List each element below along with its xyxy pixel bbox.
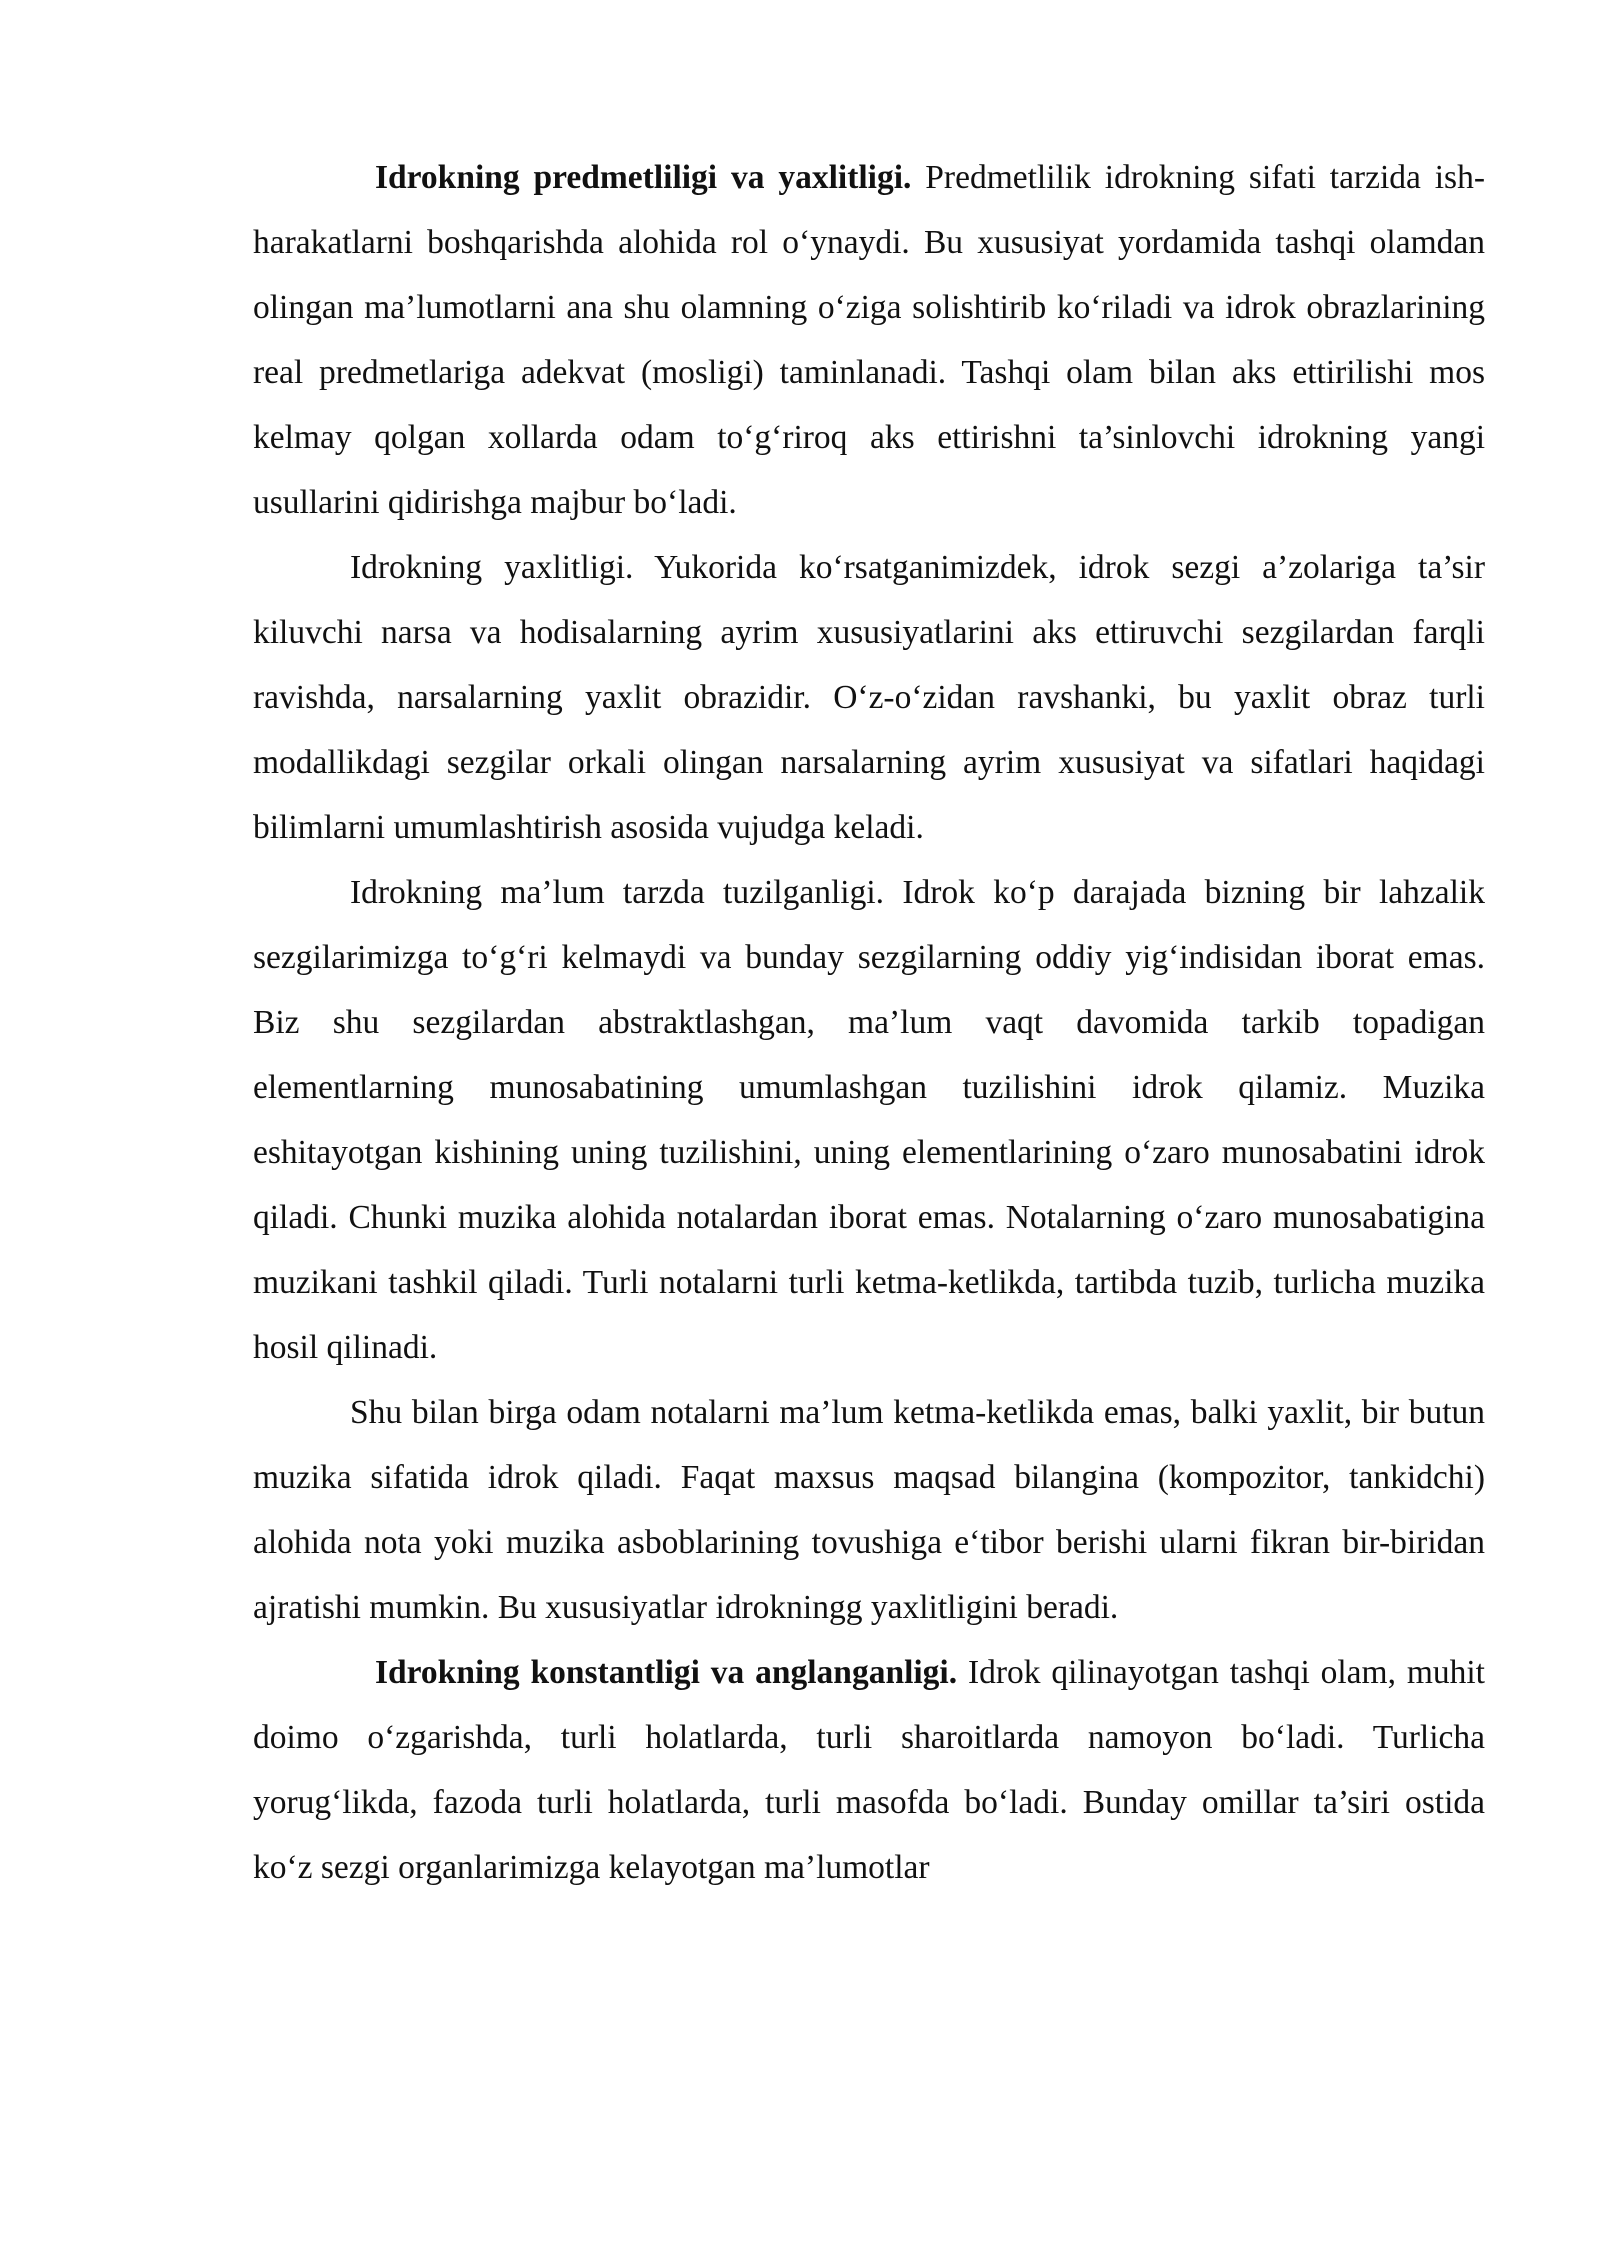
paragraph-tuzilganlik: [253, 860, 1485, 1380]
paragraph-muzika: [253, 1380, 1485, 1640]
paragraph-konstantlik: [253, 1640, 1485, 1900]
paragraph-yaxlitlik: [253, 535, 1485, 860]
paragraph-text: Idrokning yaxlitligi. Yukorida ko‘rsatganimizdek, idrok sezgi a’zolariga ta’sir kiluvchi narsa va hodisalarning ayrim xususiyatlarini aks ettiruvchi sezgilardan farqli ravishda, narsalarning yaxlit obrazidir. O‘z-o‘zidan ravshanki, bu yaxlit obraz turli modallikdagi sezgilar orkali olingan narsalarning ayrim xususiyat va sifatlari haqidagi bilimlarni umumlashtirish asosida vujudga keladi.: [253, 549, 1485, 846]
paragraph-heading: Idrokning predmetliligi va yaxlitligi.: [375, 159, 912, 196]
document-body: [253, 145, 1485, 1900]
paragraph-heading: Idrokning konstantligi va anglanganligi.: [375, 1654, 958, 1691]
paragraph-predmetlilik: [253, 145, 1485, 535]
paragraph-text: Idrok qilinayotgan tashqi olam, muhit doimo o‘zgarishda, turli holatlarda, turli sharoitlarda namoyon bo‘ladi. Turlicha yorug‘likda, fazoda turli holatlarda, turli masofda bo‘ladi. Bunday omillar ta’siri ostida ko‘z sezgi organlarimizga kelayotgan ma’lumotlar: [253, 1654, 1485, 1886]
paragraph-text: Shu bilan birga odam notalarni ma’lum ketma-ketlikda emas, balki yaxlit, bir butun muzika sifatida idrok qiladi. Faqat maxsus maqsad bilangina (kompozitor, tankidchi) alohida nota yoki muzika asboblarining tovushiga e‘tibor berishi ularni fikran bir-biridan ajratishi mumkin. Bu xususiyatlar idrokningg yaxlitligini beradi.: [253, 1394, 1485, 1626]
paragraph-text: Idrokning ma’lum tarzda tuzilganligi. Idrok ko‘p darajada bizning bir lahzalik sezgilarimizga to‘g‘ri kelmaydi va bunday sezgilarning oddiy yig‘indisidan iborat emas. Biz shu sezgilardan abstraktlashgan, ma’lum vaqt davomida tarkib topadigan elementlarning munosabatining umumlashgan tuzilishini idrok qilamiz. Muzika eshitayotgan kishining uning tuzilishini, uning elementlarining o‘zaro munosabatini idrok qiladi. Chunki muzika alohida notalardan iborat emas. Notalarning o‘zaro munosabatigina muzikani tashkil qiladi. Turli notalarni turli ketma-ketlikda, tartibda tuzib, turlicha muzika hosil qilinadi.: [253, 874, 1485, 1366]
paragraph-text: Predmetlilik idrokning sifati tarzida ish-harakatlarni boshqarishda alohida rol o‘ynaydi. Bu xususiyat yordamida tashqi olamdan olingan ma’lumotlarni ana shu olamning o‘ziga solishtirib ko‘riladi va idrok obrazlarining real predmetlariga adekvat (mosligi) taminlanadi. Tashqi olam bilan aks ettirilishi mos kelmay qolgan xollarda odam to‘g‘riroq aks ettirishni ta’sinlovchi idrokning yangi usullarini qidirishga majbur bo‘ladi.: [253, 159, 1485, 521]
